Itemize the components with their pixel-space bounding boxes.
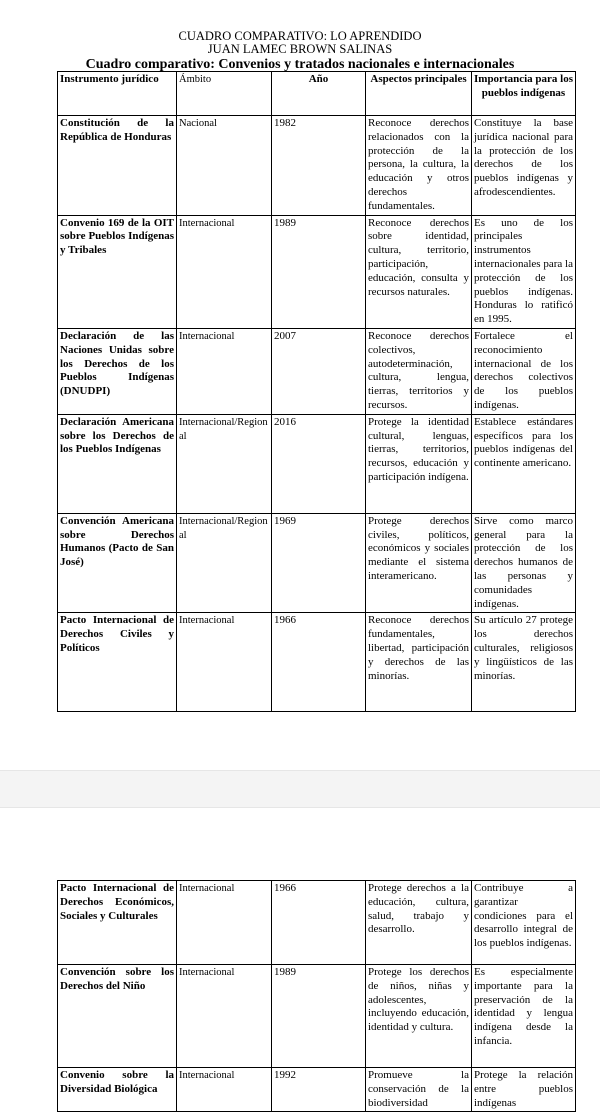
page-separator <box>0 770 600 808</box>
cell-aspectos: Protege derechos a la educación, cultura, salud, trabajo y desarrollo. <box>366 881 472 965</box>
cell-ambito: Internacional <box>177 881 272 965</box>
cell-ambito: Internacional/Regional <box>177 414 272 513</box>
cell-importancia: Protege la relación entre pueblos indígenas <box>472 1068 576 1112</box>
cell-anio: 1969 <box>272 513 366 613</box>
cell-importancia: Constituye la base jurídica nacional para la protección de los derechos de los pueblos indígenas y afrodescendientes. <box>472 116 576 216</box>
cell-importancia: Fortalece el reconocimiento internacional de los derechos colectivos de los pueblos indígenas. <box>472 328 576 414</box>
cell-aspectos: Reconoce derechos relacionados con la protección de la persona, la cultura, la educación y otros derechos fundamentales. <box>366 116 472 216</box>
cell-importancia: Es especialmente importante para la preservación de la identidad y lengua indígena desde la infancia. <box>472 965 576 1068</box>
cell-instrumento: Convención Americana sobre Derechos Humanos (Pacto de San José) <box>58 513 177 613</box>
cell-importancia: Es uno de los principales instrumentos internacionales para la protección de los pueblos indígenas. Honduras lo ratificó en 1995. <box>472 215 576 328</box>
cell-instrumento: Declaración Americana sobre los Derechos de los Pueblos Indígenas <box>58 414 177 513</box>
cell-instrumento: Pacto Internacional de Derechos Económicos, Sociales y Culturales <box>58 881 177 965</box>
header-ambito: Ámbito <box>177 72 272 116</box>
cell-instrumento: Convenio sobre la Diversidad Biológica <box>58 1068 177 1112</box>
table-row <box>58 414 576 513</box>
comparison-table <box>57 71 576 712</box>
table-body <box>58 116 576 712</box>
cell-importancia: Su artículo 27 protege los derechos culturales, religiosos y lingüísticos de las minorías. <box>472 613 576 712</box>
cell-anio: 1982 <box>272 116 366 216</box>
cell-aspectos: Reconoce derechos colectivos, autodeterminación, cultura, lengua, tierras, territorios y recursos. <box>366 328 472 414</box>
author-name: JUAN LAMEC BROWN SALINAS <box>207 42 393 56</box>
cell-ambito: Internacional <box>177 215 272 328</box>
cell-ambito: Internacional <box>177 1068 272 1112</box>
cell-instrumento: Convenio 169 de la OIT sobre Pueblos Indígenas y Tribales <box>58 215 177 328</box>
cell-aspectos: Protege derechos civiles, políticos, económicos y sociales mediante el sistema interamericano. <box>366 513 472 613</box>
cell-anio: 1989 <box>272 215 366 328</box>
cell-importancia: Contribuye a garantizar condiciones para el desarrollo integral de los pueblos indígenas. <box>472 881 576 965</box>
header-aspectos: Aspectos principales <box>366 72 472 116</box>
cell-aspectos: Protege la identidad cultural, lenguas, tierras, territorios, recursos, educación y participación indígena. <box>366 414 472 513</box>
cell-aspectos: Reconoce derechos sobre identidad, cultura, territorio, participación, educación, consulta y recursos naturales. <box>366 215 472 328</box>
cell-anio: 2016 <box>272 414 366 513</box>
cell-anio: 2007 <box>272 328 366 414</box>
table-row <box>58 116 576 216</box>
cell-anio: 1989 <box>272 965 366 1068</box>
table-header-row <box>58 72 576 116</box>
table-row <box>58 215 576 328</box>
table-body <box>58 881 576 1112</box>
table-row <box>58 965 576 1068</box>
cell-ambito: Internacional/Regional <box>177 513 272 613</box>
header-instrumento: Instrumento jurídico <box>58 72 177 116</box>
cell-anio: 1992 <box>272 1068 366 1112</box>
cell-importancia: Establece estándares específicos para los pueblos indígenas del continente americano. <box>472 414 576 513</box>
cell-aspectos: Reconoce derechos fundamentales, libertad, participación y derechos de las minorías. <box>366 613 472 712</box>
table-row <box>58 881 576 965</box>
cell-ambito: Nacional <box>177 116 272 216</box>
cell-instrumento: Convención sobre los Derechos del Niño <box>58 965 177 1068</box>
cell-aspectos: Protege los derechos de niños, niñas y adolescentes, incluyendo educación, identidad y cultura. <box>366 965 472 1068</box>
comparison-table-continued <box>57 880 576 1112</box>
table-row <box>58 328 576 414</box>
cell-anio: 1966 <box>272 881 366 965</box>
cell-instrumento: Declaración de las Naciones Unidas sobre los Derechos de los Pueblos Indígenas (DNUDPI) <box>58 328 177 414</box>
document-page-2 <box>0 808 600 1109</box>
header-anio: Año <box>272 72 366 116</box>
cell-ambito: Internacional <box>177 965 272 1068</box>
cell-instrumento: Constitución de la República de Honduras <box>58 116 177 216</box>
cell-importancia: Sirve como marco general para la protección de los derechos humanos de las personas y comunidades indígenas. <box>472 513 576 613</box>
cell-anio: 1966 <box>272 613 366 712</box>
table-caption: Cuadro comparativo: Convenios y tratados nacionales e internacionales <box>85 57 515 72</box>
cell-instrumento: Pacto Internacional de Derechos Civiles y Políticos <box>58 613 177 712</box>
table-row <box>58 513 576 613</box>
cell-aspectos: Promueve la conservación de la biodiversidad <box>366 1068 472 1112</box>
table-row <box>58 1068 576 1112</box>
header-importancia: Importancia para los pueblos indígenas <box>472 72 576 116</box>
table-row <box>58 613 576 712</box>
document-title: CUADRO COMPARATIVO: LO APRENDIDO <box>178 29 422 43</box>
cell-ambito: Internacional <box>177 613 272 712</box>
cell-ambito: Internacional <box>177 328 272 414</box>
